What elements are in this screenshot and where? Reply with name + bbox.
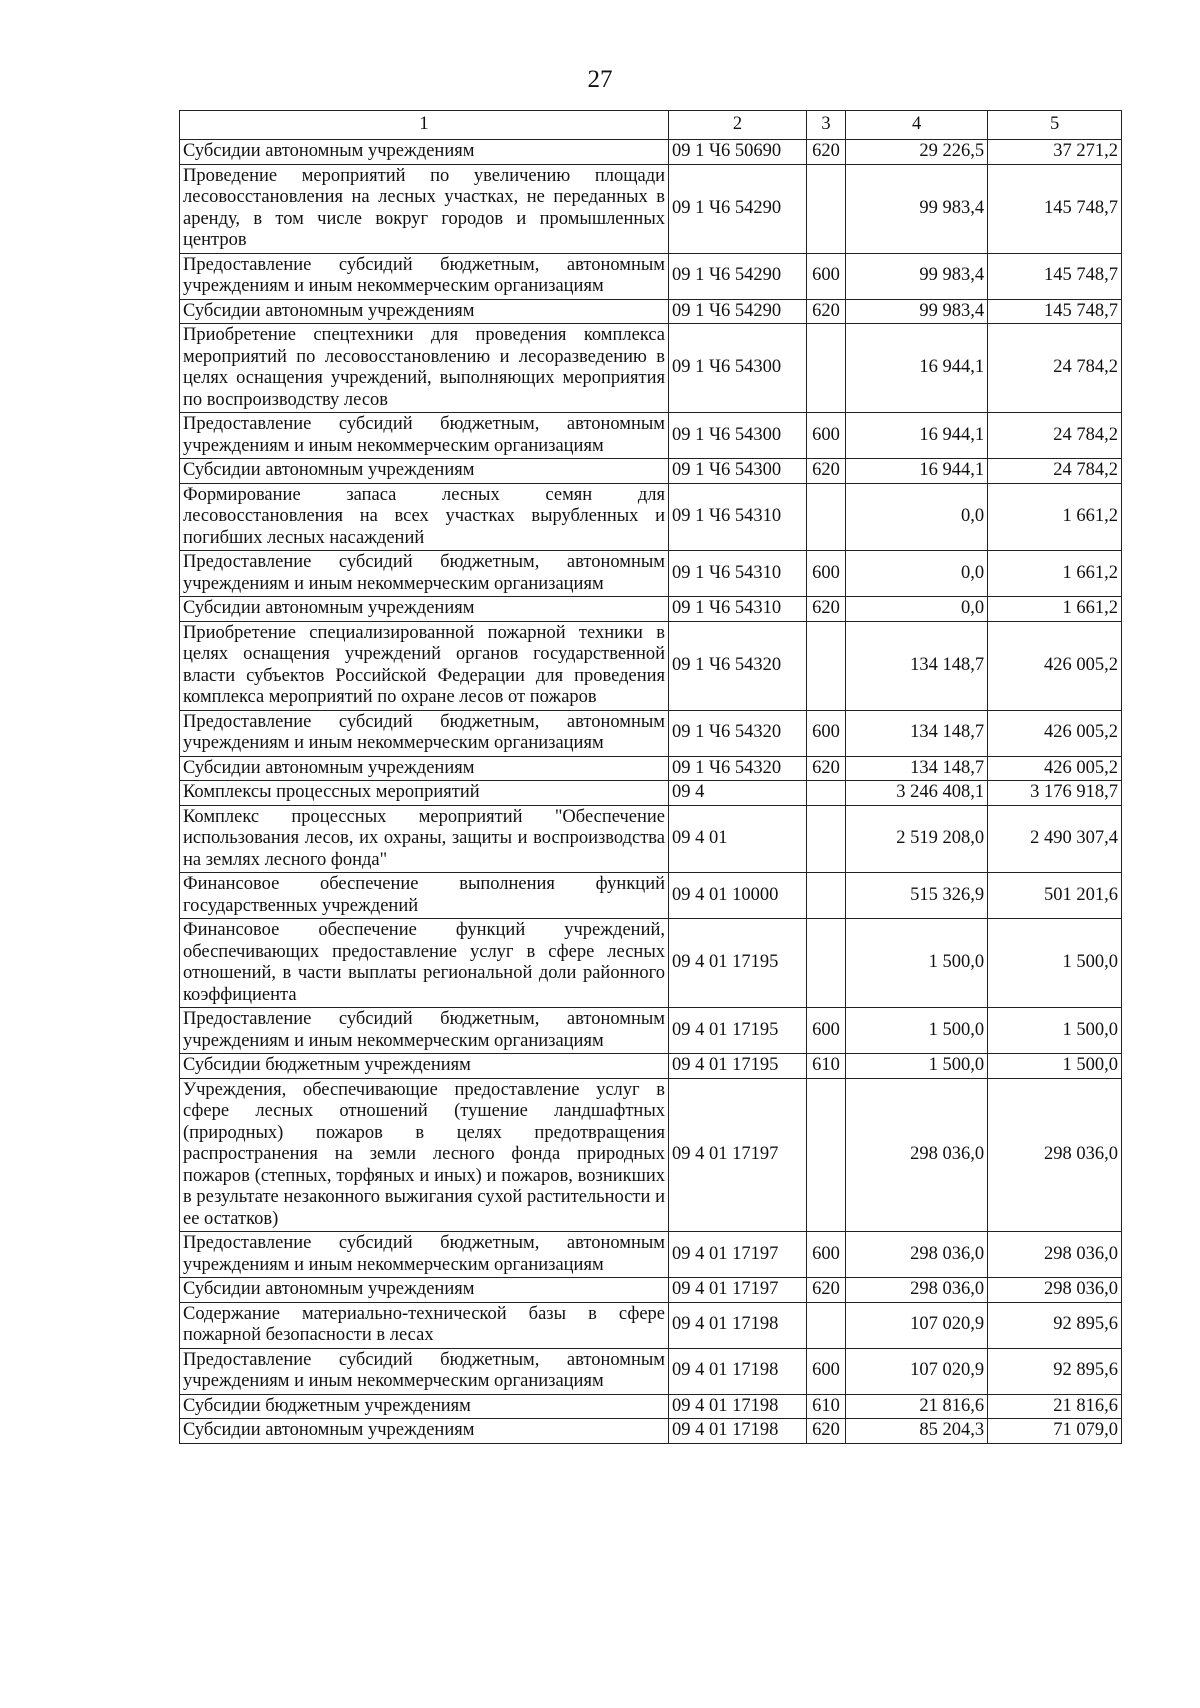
row-code-cell: 09 4 01 17197 (669, 1232, 807, 1278)
row-code-cell: 09 1 Ч6 54320 (669, 756, 807, 781)
row-expense-type-cell: 620 (806, 756, 845, 781)
row-code-cell: 09 1 Ч6 54320 (669, 621, 807, 710)
row-name-cell: Содержание материально-технической базы в сфере пожарной безопасности в лесах (180, 1302, 669, 1348)
row-value-2-cell: 501 201,6 (988, 873, 1122, 919)
row-value-2-cell: 145 748,7 (988, 253, 1122, 299)
row-name-cell: Приобретение спецтехники для проведения комплекса мероприятий по лесовосстановлению и лесоразведению в целях оснащения учреждений, выполняющих мероприятия по воспроизводству лесов (180, 324, 669, 413)
table-row (180, 299, 1122, 324)
table-row (180, 1394, 1122, 1419)
row-expense-type-cell (806, 621, 845, 710)
row-expense-type-cell (806, 873, 845, 919)
row-name-cell: Предоставление субсидий бюджетным, автономным учреждениям и иным некоммерческим организациям (180, 1008, 669, 1054)
row-value-2-cell: 24 784,2 (988, 413, 1122, 459)
row-name-cell: Субсидии автономным учреждениям (180, 756, 669, 781)
column-header-2: 2 (669, 111, 807, 140)
row-value-2-cell: 24 784,2 (988, 324, 1122, 413)
row-name-cell: Комплексы процессных мероприятий (180, 781, 669, 806)
row-code-cell: 09 4 01 17195 (669, 1008, 807, 1054)
row-value-1-cell: 99 983,4 (846, 253, 988, 299)
row-name-cell: Предоставление субсидий бюджетным, автономным учреждениям и иным некоммерческим организациям (180, 253, 669, 299)
row-name-cell: Субсидии автономным учреждениям (180, 1419, 669, 1444)
row-value-1-cell: 21 816,6 (846, 1394, 988, 1419)
row-code-cell: 09 4 (669, 781, 807, 806)
row-value-1-cell: 16 944,1 (846, 324, 988, 413)
row-code-cell: 09 4 01 (669, 805, 807, 873)
row-name-cell: Субсидии бюджетным учреждениям (180, 1394, 669, 1419)
table-body (180, 140, 1122, 1444)
row-name-cell: Предоставление субсидий бюджетным, автономным учреждениям и иным некоммерческим организациям (180, 710, 669, 756)
table-row (180, 483, 1122, 551)
row-value-2-cell: 426 005,2 (988, 710, 1122, 756)
table-row (180, 756, 1122, 781)
row-expense-type-cell: 620 (806, 1419, 845, 1444)
row-value-1-cell: 298 036,0 (846, 1278, 988, 1303)
row-value-1-cell: 134 148,7 (846, 710, 988, 756)
row-value-2-cell: 21 816,6 (988, 1394, 1122, 1419)
row-expense-type-cell (806, 324, 845, 413)
row-code-cell: 09 4 01 17197 (669, 1278, 807, 1303)
row-code-cell: 09 1 Ч6 54290 (669, 164, 807, 253)
row-value-1-cell: 16 944,1 (846, 459, 988, 484)
table-row (180, 1419, 1122, 1444)
table-row (180, 710, 1122, 756)
table-header-row (180, 111, 1122, 140)
table-row (180, 1348, 1122, 1394)
row-value-1-cell: 29 226,5 (846, 140, 988, 165)
row-expense-type-cell: 620 (806, 1278, 845, 1303)
row-value-2-cell: 92 895,6 (988, 1348, 1122, 1394)
row-name-cell: Субсидии автономным учреждениям (180, 597, 669, 622)
row-value-1-cell: 3 246 408,1 (846, 781, 988, 806)
row-name-cell: Предоставление субсидий бюджетным, автономным учреждениям и иным некоммерческим организациям (180, 1232, 669, 1278)
table-row (180, 140, 1122, 165)
row-code-cell: 09 1 Ч6 54300 (669, 459, 807, 484)
row-expense-type-cell (806, 781, 845, 806)
row-expense-type-cell: 620 (806, 299, 845, 324)
table-row (180, 413, 1122, 459)
row-name-cell: Субсидии автономным учреждениям (180, 140, 669, 165)
row-value-1-cell: 16 944,1 (846, 413, 988, 459)
row-name-cell: Проведение мероприятий по увеличению площади лесовосстановления на лесных участках, не переданных в аренду, в том числе вокруг городов и промышленных центров (180, 164, 669, 253)
row-value-1-cell: 0,0 (846, 483, 988, 551)
row-expense-type-cell: 600 (806, 253, 845, 299)
row-code-cell: 09 1 Ч6 54320 (669, 710, 807, 756)
row-value-2-cell: 298 036,0 (988, 1232, 1122, 1278)
row-code-cell: 09 1 Ч6 54300 (669, 413, 807, 459)
page-number: 27 (587, 66, 613, 93)
row-value-1-cell: 298 036,0 (846, 1232, 988, 1278)
row-value-1-cell: 107 020,9 (846, 1302, 988, 1348)
column-header-4: 4 (846, 111, 988, 140)
row-name-cell: Предоставление субсидий бюджетным, автономным учреждениям и иным некоммерческим организациям (180, 413, 669, 459)
row-expense-type-cell: 600 (806, 551, 845, 597)
row-expense-type-cell: 620 (806, 459, 845, 484)
row-value-1-cell: 1 500,0 (846, 1054, 988, 1079)
column-header-5: 5 (988, 111, 1122, 140)
row-value-2-cell: 37 271,2 (988, 140, 1122, 165)
row-expense-type-cell (806, 1078, 845, 1232)
row-code-cell: 09 4 01 17198 (669, 1394, 807, 1419)
row-name-cell: Комплекс процессных мероприятий "Обеспечение использования лесов, их охраны, защиты и воспроизводства на землях лесного фонда" (180, 805, 669, 873)
row-value-1-cell: 2 519 208,0 (846, 805, 988, 873)
row-expense-type-cell: 600 (806, 1232, 845, 1278)
table-row (180, 621, 1122, 710)
row-name-cell: Финансовое обеспечение выполнения функций государственных учреждений (180, 873, 669, 919)
row-code-cell: 09 4 01 17198 (669, 1419, 807, 1444)
row-name-cell: Субсидии автономным учреждениям (180, 459, 669, 484)
row-value-1-cell: 515 326,9 (846, 873, 988, 919)
row-value-2-cell: 71 079,0 (988, 1419, 1122, 1444)
row-value-2-cell: 2 490 307,4 (988, 805, 1122, 873)
table-row (180, 1232, 1122, 1278)
row-expense-type-cell: 610 (806, 1054, 845, 1079)
row-code-cell: 09 1 Ч6 54290 (669, 299, 807, 324)
row-code-cell: 09 1 Ч6 50690 (669, 140, 807, 165)
row-expense-type-cell: 620 (806, 140, 845, 165)
row-value-2-cell: 3 176 918,7 (988, 781, 1122, 806)
row-code-cell: 09 1 Ч6 54310 (669, 483, 807, 551)
row-value-2-cell: 92 895,6 (988, 1302, 1122, 1348)
row-expense-type-cell (806, 483, 845, 551)
table-row (180, 551, 1122, 597)
row-value-1-cell: 99 983,4 (846, 164, 988, 253)
row-code-cell: 09 1 Ч6 54300 (669, 324, 807, 413)
table-row (180, 164, 1122, 253)
row-code-cell: 09 4 01 17195 (669, 919, 807, 1008)
table-row (180, 873, 1122, 919)
row-value-2-cell: 426 005,2 (988, 621, 1122, 710)
row-name-cell: Предоставление субсидий бюджетным, автономным учреждениям и иным некоммерческим организациям (180, 1348, 669, 1394)
row-expense-type-cell (806, 919, 845, 1008)
row-expense-type-cell: 620 (806, 597, 845, 622)
row-name-cell: Субсидии автономным учреждениям (180, 1278, 669, 1303)
row-expense-type-cell: 600 (806, 1348, 845, 1394)
table-row (180, 805, 1122, 873)
column-header-3: 3 (806, 111, 845, 140)
table-row (180, 1054, 1122, 1079)
row-value-1-cell: 107 020,9 (846, 1348, 988, 1394)
row-value-1-cell: 99 983,4 (846, 299, 988, 324)
row-code-cell: 09 1 Ч6 54310 (669, 551, 807, 597)
row-code-cell: 09 1 Ч6 54310 (669, 597, 807, 622)
row-value-1-cell: 0,0 (846, 597, 988, 622)
row-name-cell: Учреждения, обеспечивающие предоставление услуг в сфере лесных отношений (тушение ландшафтных (природных) пожаров в целях предотвращения распространения на земли лесного фонда природных пожаров (степных, торфяных и иных) и пожаров, возникших в результате незаконного выжигания сухой растительности и ее остатков) (180, 1078, 669, 1232)
table-row (180, 919, 1122, 1008)
table-row (180, 1302, 1122, 1348)
row-value-2-cell: 426 005,2 (988, 756, 1122, 781)
row-value-2-cell: 1 661,2 (988, 483, 1122, 551)
row-code-cell: 09 4 01 17195 (669, 1054, 807, 1079)
row-value-2-cell: 145 748,7 (988, 299, 1122, 324)
table-row (180, 1078, 1122, 1232)
table-row (180, 1278, 1122, 1303)
row-name-cell: Формирование запаса лесных семян для лесовосстановления на всех участках вырубленных и погибших лесных насаждений (180, 483, 669, 551)
row-expense-type-cell: 600 (806, 710, 845, 756)
row-value-2-cell: 1 661,2 (988, 597, 1122, 622)
row-value-2-cell: 1 500,0 (988, 1008, 1122, 1054)
row-value-2-cell: 1 661,2 (988, 551, 1122, 597)
row-expense-type-cell (806, 1302, 845, 1348)
row-expense-type-cell (806, 164, 845, 253)
row-expense-type-cell: 610 (806, 1394, 845, 1419)
row-code-cell: 09 4 01 17197 (669, 1078, 807, 1232)
row-value-2-cell: 298 036,0 (988, 1278, 1122, 1303)
column-header-1: 1 (180, 111, 669, 140)
table-row (180, 781, 1122, 806)
row-expense-type-cell (806, 805, 845, 873)
row-expense-type-cell: 600 (806, 1008, 845, 1054)
row-name-cell: Предоставление субсидий бюджетным, автономным учреждениям и иным некоммерческим организациям (180, 551, 669, 597)
table-row (180, 597, 1122, 622)
table-row (180, 459, 1122, 484)
table-row (180, 1008, 1122, 1054)
row-expense-type-cell: 600 (806, 413, 845, 459)
row-code-cell: 09 4 01 10000 (669, 873, 807, 919)
row-code-cell: 09 4 01 17198 (669, 1348, 807, 1394)
row-name-cell: Приобретение специализированной пожарной техники в целях оснащения учреждений органов государственной власти субъектов Российской Федерации для проведения комплекса мероприятий по охране лесов от пожаров (180, 621, 669, 710)
row-value-1-cell: 0,0 (846, 551, 988, 597)
row-value-2-cell: 1 500,0 (988, 1054, 1122, 1079)
table-row (180, 253, 1122, 299)
budget-table (179, 110, 1122, 1444)
row-code-cell: 09 4 01 17198 (669, 1302, 807, 1348)
row-value-1-cell: 134 148,7 (846, 621, 988, 710)
row-value-1-cell: 298 036,0 (846, 1078, 988, 1232)
row-value-1-cell: 85 204,3 (846, 1419, 988, 1444)
row-value-1-cell: 134 148,7 (846, 756, 988, 781)
row-value-2-cell: 24 784,2 (988, 459, 1122, 484)
row-value-2-cell: 145 748,7 (988, 164, 1122, 253)
row-name-cell: Финансовое обеспечение функций учреждений, обеспечивающих предоставление услуг в сфере лесных отношений, в части выплаты региональной доли районного коэффициента (180, 919, 669, 1008)
row-value-2-cell: 1 500,0 (988, 919, 1122, 1008)
row-value-2-cell: 298 036,0 (988, 1078, 1122, 1232)
row-value-1-cell: 1 500,0 (846, 1008, 988, 1054)
row-name-cell: Субсидии бюджетным учреждениям (180, 1054, 669, 1079)
row-name-cell: Субсидии автономным учреждениям (180, 299, 669, 324)
row-code-cell: 09 1 Ч6 54290 (669, 253, 807, 299)
row-value-1-cell: 1 500,0 (846, 919, 988, 1008)
table-row (180, 324, 1122, 413)
